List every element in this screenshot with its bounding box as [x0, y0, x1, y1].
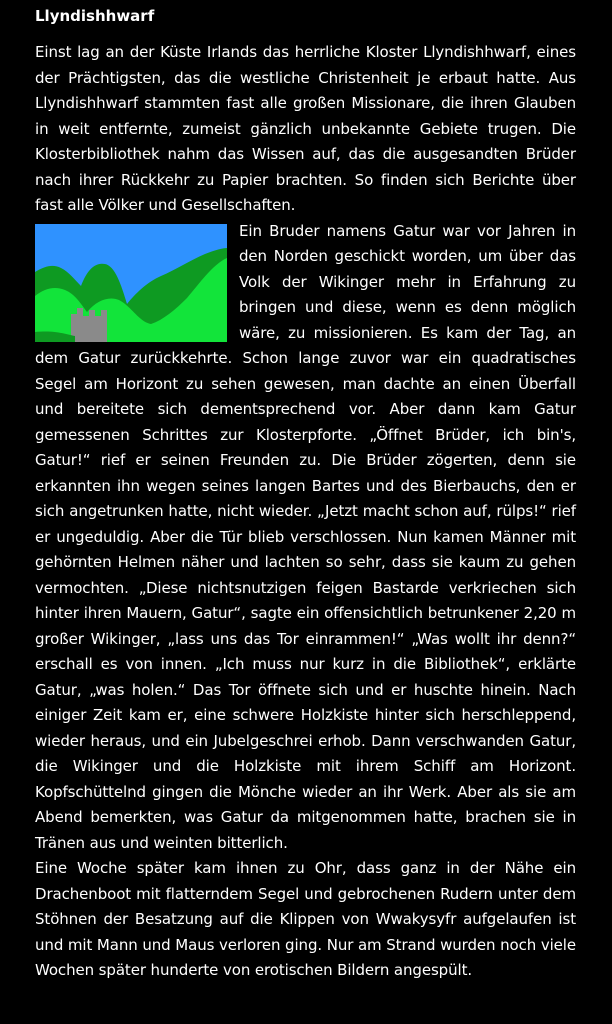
paragraph-intro: Einst lag an der Küste Irlands das herrliche Kloster Llyndishhwarf, eines der Prächtigsten, das die westliche Christenheit je erbaut hatte. Aus Llyndishhwarf stammten fast alle großen Missionare, die ihren Glauben in weit entfernte, zumeist gänzlich unbekannte Gebiete trugen. Die Klosterbibliothek nahm das Wissen auf, das die ausgesandten Brüder nach ihrer Rückkehr zu Papier brachten. So finden sich Berichte über fast alle Völker und Gesellschaften. [35, 43, 576, 214]
paragraph-ending: Eine Woche später kam ihnen zu Ohr, dass ganz in der Nähe ein Drachenboot mit flatterndem Segel und gebrochenen Rudern unter dem Stöhnen der Besatzung auf die Klippen von Wwakysyfr aufgelaufen ist und mit Mann und Maus verloren ging. Nur am Strand wurden noch viele Wochen später hunderte von erotischen Bildern angespült. [35, 859, 576, 979]
paragraph-gatur: Ein Bruder namens Gatur war vor Jahren in den Norden geschickt worden, um über das Volk der Wikinger mehr in Erfahrung zu bringen und diese, wenn es denn möglich wäre, zu missionieren. Es kam der Tag, an dem Gatur zurückkehrte. Schon lange zuvor war ein quadratisches Segel am Horizont zu sehen gewesen, man dachte an einen Überfall und bereitete sich dementsprechend vor. Aber dann kam Gatur gemessenen Schrittes zur Klosterpforte. „Öffnet Brüder, ich bin's, Gatur!“ rief er seinen Freunden zu. Die Brüder zögerten, denn sie erkannten ihn wegen seines langen Bartes und des Bierbauchs, den er sich angetrunken hatte, nicht wieder. „Jetzt macht schon auf, rülps!“ rief er ungeduldig. Aber die Tür blieb verschlossen. Nun kamen Männer mit gehörnten Helmen näher und lachten so sehr, dass sie kaum zu gehen vermochten. „Diese nichtsnutzigen feigen Bastarde verkriechen sich hinter ihren Mauern, Gatur“, sagte ein offensichtlich betrunkener 2,20 m großer Wikinger, „lass uns das Tor einrammen!“ „Was wollt ihr denn?“ erschall es von innen. „Ich muss nur kurz in die Bibliothek“, erklärte Gatur, „was holen.“ Das Tor öffnete sich und er huschte hinein. Nach einiger Zeit kam er, eine schwere Holzkiste hinter sich herschleppend, wieder heraus, und ein Jubelgeschrei erhob. Dann verschwanden Gatur, die Wikinger und die Holzkiste mit ihrem Schiff am Horizont. Kopfschüttelnd gingen die Mönche wieder an ihr Werk. Aber als sie am Abend bemerkten, was Gatur da mitgenommen hatte, brachen sie in Tränen aus und weinten bitterlich. [35, 221, 576, 852]
paragraph-gatur-block [35, 219, 576, 857]
landscape-with-castle-icon [35, 224, 227, 342]
story-page [35, 6, 576, 984]
page-title: Llyndishhwarf [35, 7, 155, 25]
